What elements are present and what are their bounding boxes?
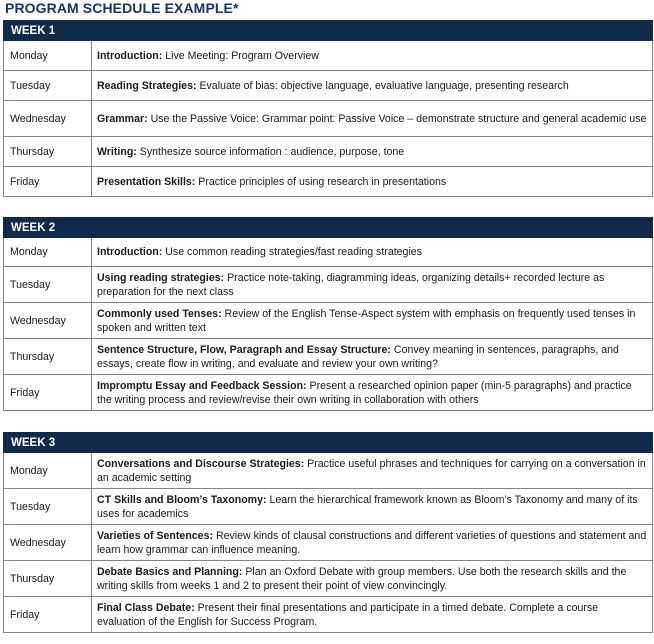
week-header: WEEK 1 [4, 21, 653, 41]
week-1-table [3, 20, 653, 197]
table-row [4, 101, 653, 137]
topic-label: Conversations and Discourse Strategies: [97, 457, 305, 470]
table-row [4, 597, 653, 633]
topic-description: Present their final presentations and participate in a timed debate. Complete a course evaluation of the English for Success Program. [97, 601, 599, 628]
description-cell [92, 453, 653, 489]
day-cell: Thursday [4, 137, 92, 167]
topic-label: Final Class Debate: [97, 601, 195, 614]
topic-label: Sentence Structure, Flow, Paragraph and Essay Structure: [97, 343, 391, 356]
table-row [4, 375, 653, 411]
day-cell: Thursday [4, 339, 92, 375]
table-row [4, 489, 653, 525]
topic-label: Introduction: [97, 246, 163, 258]
table-row [4, 453, 653, 489]
day-cell: Tuesday [4, 71, 92, 101]
description-cell [92, 101, 653, 137]
topic-description: Use common reading strategies/fast reading strategies [162, 246, 422, 258]
topic-description: Use the Passive Voice: Grammar point: Passive Voice – demonstrate structure and general academic use [147, 112, 647, 125]
table-row [4, 267, 653, 303]
day-cell: Monday [4, 453, 92, 489]
day-cell: Wednesday [4, 303, 92, 339]
day-cell: Wednesday [4, 101, 92, 137]
description-cell [92, 267, 653, 303]
topic-label: Writing: [97, 145, 137, 158]
topic-description: Convey meaning in sentences, paragraphs, and essays, create flow in writing, and evaluate and review your own writing? [97, 343, 619, 370]
description-cell [92, 71, 653, 101]
description-cell [92, 375, 653, 411]
table-row [4, 137, 653, 167]
day-cell: Thursday [4, 561, 92, 597]
table-row [4, 561, 653, 597]
description-cell [92, 303, 653, 339]
topic-label: Reading Strategies: [97, 79, 197, 92]
topic-description: Synthesize source information : audience, purpose, tone [136, 145, 405, 158]
description-cell [92, 597, 653, 633]
description-cell [92, 238, 653, 267]
description-cell [92, 41, 653, 71]
day-cell: Friday [4, 597, 92, 633]
day-cell: Tuesday [4, 267, 92, 303]
topic-label: Introduction: [97, 49, 163, 62]
topic-description: Plan an Oxford Debate with group members. Use both the research skills and the writing skills from weeks 1 and 2 to present their point of view convincingly. [97, 565, 627, 592]
topic-description: Present a researched opinion paper (min-5 paragraphs) and practice the writing process and review/revise their own writing in collaboration with others [97, 379, 632, 406]
topic-label: Debate Basics and Planning: [97, 565, 243, 578]
topic-description: Evaluate of bias: objective language, evaluative language, presenting research [196, 79, 569, 92]
description-cell [92, 525, 653, 561]
day-cell: Monday [4, 238, 92, 267]
page-title: PROGRAM SCHEDULE EXAMPLE* [5, 0, 239, 16]
topic-description: Practice principles of using research in presentations [195, 175, 447, 188]
day-cell: Monday [4, 41, 92, 71]
week-3-table [3, 432, 653, 633]
day-cell: Tuesday [4, 489, 92, 525]
day-cell: Friday [4, 375, 92, 411]
topic-label: Using reading strategies: [97, 271, 225, 284]
topic-label: Impromptu Essay and Feedback Session: [97, 379, 307, 392]
table-row [4, 303, 653, 339]
day-cell: Wednesday [4, 525, 92, 561]
topic-description: Learn the hierarchical framework known as Bloom’s Taxonomy and many of its uses for academics [97, 493, 638, 520]
table-row [4, 525, 653, 561]
topic-description: Live Meeting: Program Overview [162, 49, 319, 62]
topic-description: Practice useful phrases and techniques for carrying on a conversation in an academic setting [97, 457, 646, 484]
topic-description: Practice note-taking, diagramming ideas, organizing details+ recorded lecture as preparation for the next class [97, 271, 605, 298]
topic-label: Varieties of Sentences: [97, 529, 213, 542]
topic-description: Review kinds of clausal constructions and different varieties of questions and statement and learn how grammar can influence meaning. [97, 529, 647, 556]
topic-label: Grammar: [97, 112, 148, 125]
topic-label: CT Skills and Bloom’s Taxonomy: [97, 493, 267, 506]
table-row [4, 238, 653, 267]
week-header: WEEK 2 [4, 218, 653, 238]
topic-label: Presentation Skills: [97, 175, 196, 188]
table-row [4, 339, 653, 375]
description-cell [92, 167, 653, 197]
description-cell [92, 339, 653, 375]
description-cell [92, 137, 653, 167]
description-cell [92, 489, 653, 525]
week-2-table [3, 217, 653, 411]
table-row [4, 41, 653, 71]
week-header: WEEK 3 [4, 433, 653, 453]
table-row [4, 71, 653, 101]
description-cell [92, 561, 653, 597]
topic-label: Commonly used Tenses: [97, 307, 222, 320]
topic-description: Review of the English Tense-Aspect system with emphasis on frequently used tenses in spoken and written text [97, 307, 636, 334]
day-cell: Friday [4, 167, 92, 197]
table-row [4, 167, 653, 197]
